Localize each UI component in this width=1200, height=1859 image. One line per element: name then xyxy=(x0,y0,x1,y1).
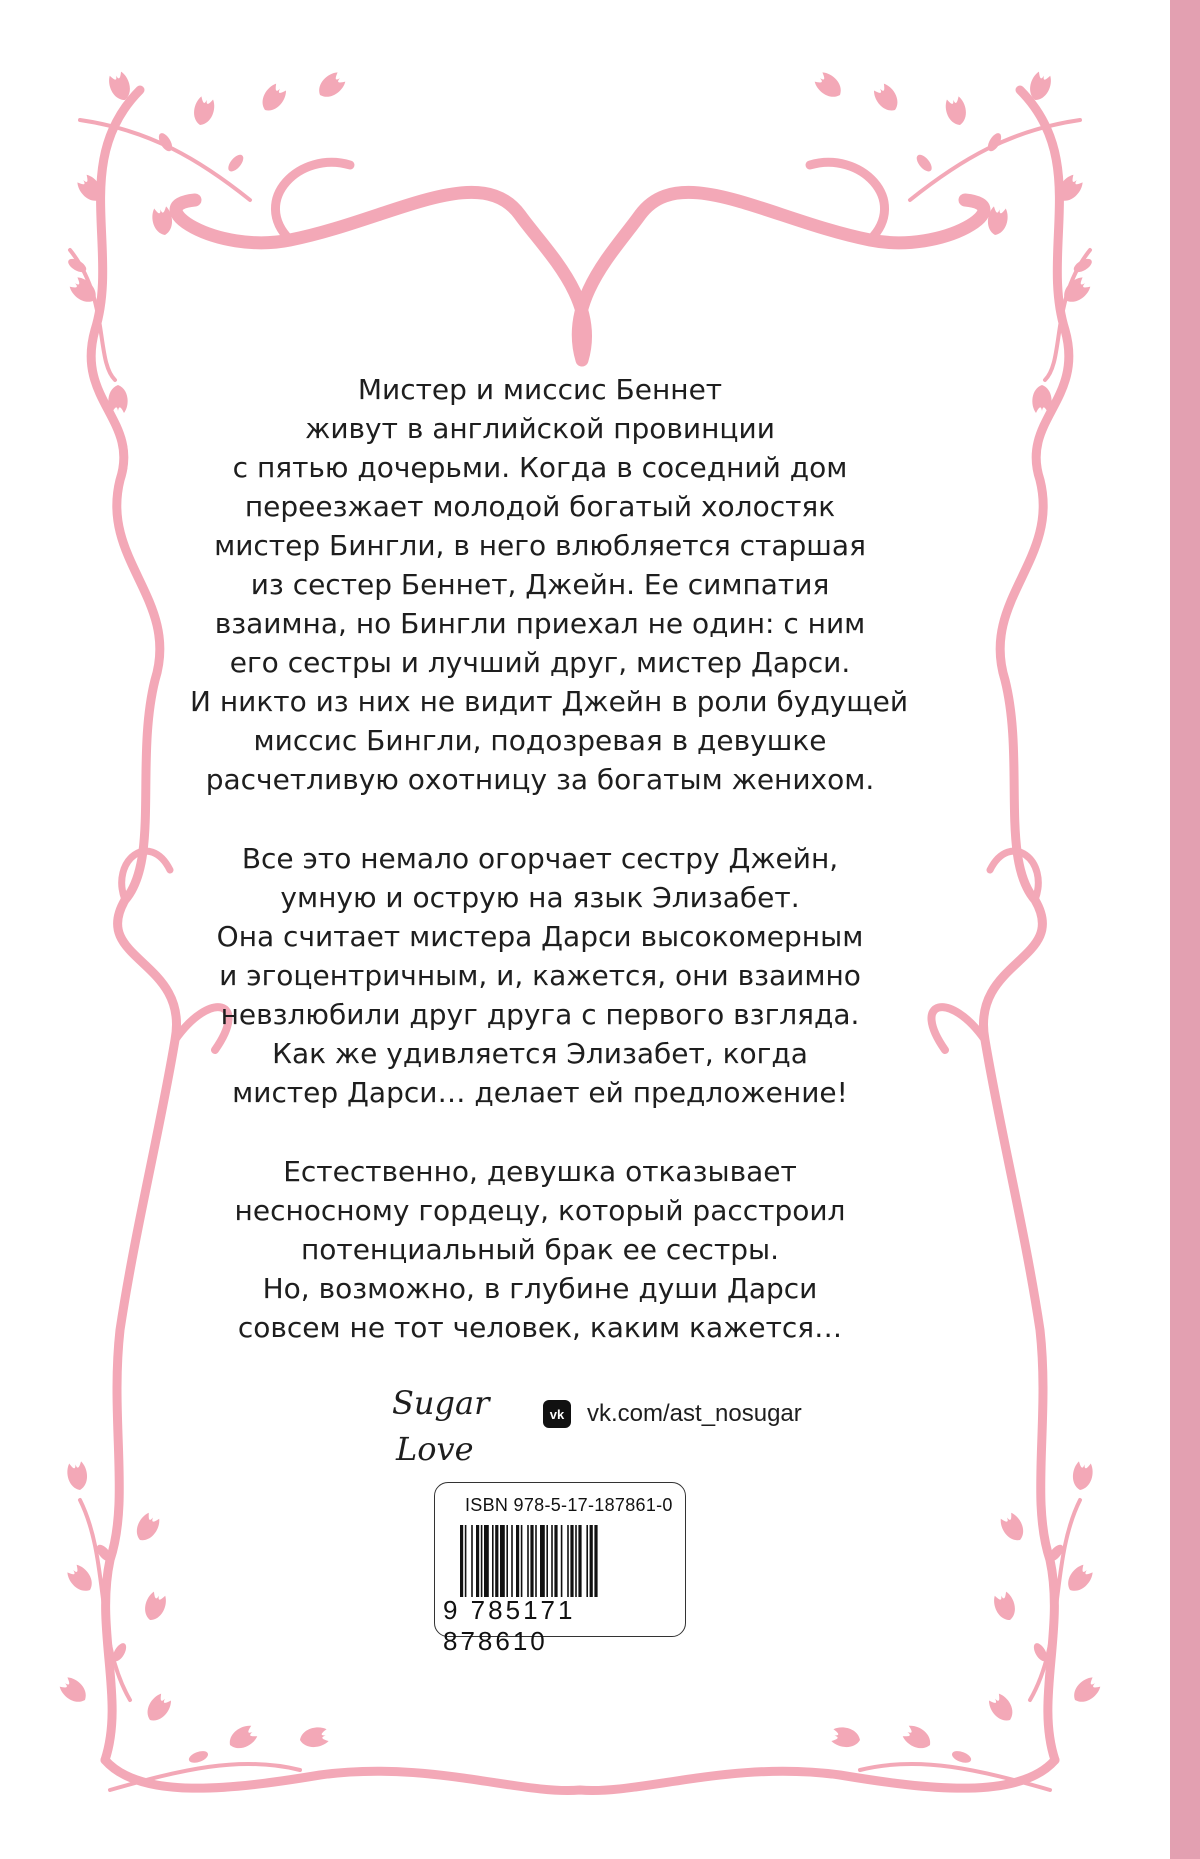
blurb-line: мистер Бингли, в него влюбляется старшая xyxy=(214,529,866,562)
blurb-paragraph xyxy=(190,1152,890,1347)
blurb-line: Но, возможно, в глубине души Дарси xyxy=(262,1272,818,1305)
blurb-line: с пятью дочерьми. Когда в соседний дом xyxy=(232,451,848,484)
svg-text:Love: Love xyxy=(396,1430,474,1468)
blurb-line: умную и острую на язык Элизабет. xyxy=(280,881,800,914)
blurb-line: Естественно, девушка отказывает xyxy=(283,1155,797,1188)
blurb-line: и эгоцентричным, и, кажется, они взаимно xyxy=(219,959,861,992)
blurb-line: несносному гордецу, который расстроил xyxy=(234,1194,846,1227)
blurb-line: И никто из них не видит Джейн в роли будущей xyxy=(190,685,909,718)
book-spine-strip xyxy=(1170,0,1200,1859)
blurb-line: совсем не тот человек, каким кажется… xyxy=(237,1311,843,1344)
blurb-line: его сестры и лучший друг, мистер Дарси. xyxy=(229,646,851,679)
isbn-label: ISBN 978-5-17-187861-0 xyxy=(465,1495,673,1515)
blurb-line: потенциальный брак ее сестры. xyxy=(300,1233,780,1266)
blurb-line: расчетливую охотницу за богатым женихом. xyxy=(205,763,875,796)
blurb-line: миссис Бингли, подозревая в девушке xyxy=(253,724,827,757)
blurb-paragraph xyxy=(190,839,890,1112)
blurb-line: переезжает молодой богатый холостяк xyxy=(244,490,836,523)
blurb-line: из сестер Беннет, Джейн. Ее симпатия xyxy=(250,568,830,601)
svg-text:Sugar: Sugar xyxy=(392,1384,490,1422)
isbn-digits: 9 785171 878610 xyxy=(443,1595,576,1656)
blurb-line: Как же удивляется Элизабет, когда xyxy=(272,1037,808,1070)
vk-icon: vk xyxy=(543,1400,571,1428)
vk-url[interactable]: vk.com/ast_nosugar xyxy=(587,1400,802,1427)
blurb-line: Она считает мистера Дарси высокомерным xyxy=(216,920,864,953)
sugar-love-logo xyxy=(380,1370,500,1480)
blurb-line: Все это немало огорчает сестру Джейн, xyxy=(241,842,839,875)
blurb-line: взаимна, но Бингли приехал не один: с ним xyxy=(214,607,866,640)
blurb-paragraph xyxy=(190,370,909,799)
vk-link[interactable] xyxy=(543,1400,802,1428)
book-description xyxy=(190,370,909,1387)
isbn-barcode-box xyxy=(434,1482,686,1656)
blurb-line: мистер Дарси… делает ей предложение! xyxy=(232,1076,848,1109)
blurb-line: невзлюбили друг друга с первого взгляда. xyxy=(220,998,860,1031)
barcode xyxy=(460,1525,660,1597)
blurb-line: живут в английской провинции xyxy=(305,412,775,445)
blurb-line: Мистер и миссис Беннет xyxy=(357,373,723,406)
